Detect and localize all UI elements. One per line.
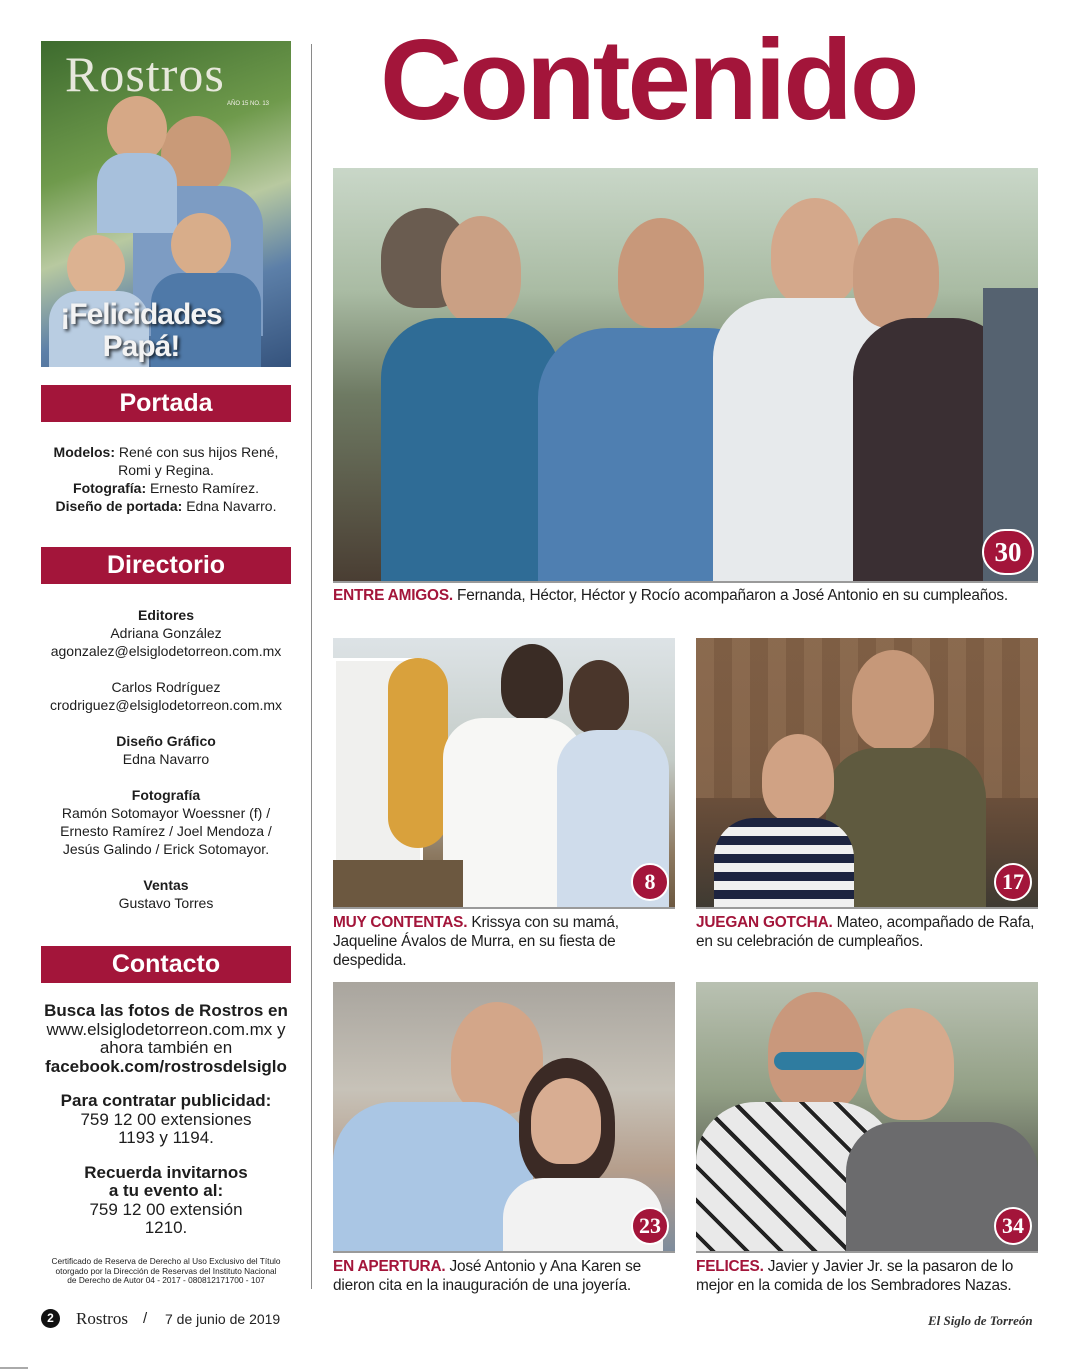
sales-name: Gustavo Torres (118, 895, 214, 911)
photographers-line: Jesús Galindo / Erick Sotomayor. (62, 841, 270, 857)
certificado-line: de Derecho de Autor 04 - 2017 - 080812171700 - 107 (67, 1275, 265, 1286)
contacto-heading: Contacto (41, 946, 291, 983)
story-photo[interactable] (696, 982, 1038, 1251)
photographers-line: Ramón Sotomayor Woessner (f) / (61, 805, 271, 821)
cover-headline-line: Papá! (102, 329, 180, 363)
caption-rule (333, 907, 675, 909)
certificado-line: otorgado por la Dirección de Reservas del Instituto Nacional (55, 1265, 277, 1276)
caption-text: Mateo, acompañado de Rafa, en su celebración de cumpleaños. (696, 914, 1035, 950)
photography-label: Fotografía (131, 787, 201, 803)
directorio-list (34, 606, 298, 930)
page-badge: 23 (631, 1207, 669, 1245)
footer-separator: / (143, 1310, 148, 1327)
cover-masthead: Rostros (65, 46, 225, 102)
ads-extensions: 1193 y 1194. (118, 1128, 214, 1147)
story-caption (333, 586, 1053, 605)
footer-newspaper: El Siglo de Torreón (928, 1313, 1033, 1328)
caption-lead: ENTRE AMIGOS. (333, 587, 453, 604)
editor-name: Adriana González (110, 625, 222, 641)
photos-line: Busca las fotos de Rostros en (44, 1001, 288, 1020)
column-divider (311, 44, 312, 1289)
portada-heading: Portada (41, 385, 291, 422)
cover-headline-line: ¡Felicidades (60, 298, 222, 331)
ads-phone: 759 12 00 extensiones (80, 1109, 252, 1129)
graphic-design-label: Diseño Gráfico (116, 733, 216, 749)
story-caption (333, 1257, 683, 1295)
story-photo[interactable] (333, 638, 675, 907)
models-value: René con sus hijos René, (118, 444, 279, 460)
page-badge: 8 (631, 863, 669, 901)
caption-text: Krissya con su mamá, Jaqueline Ávalos de Murra, en su fiesta de despedida. (333, 914, 619, 969)
story-photo[interactable] (333, 982, 675, 1251)
page-badge: 17 (994, 863, 1032, 901)
directorio-heading: Directorio (41, 547, 291, 584)
photographers-line: Ernesto Ramírez / Joel Mendoza / (60, 823, 272, 839)
page-badge: 30 (982, 529, 1034, 575)
story-caption (696, 1257, 1046, 1295)
invite-phone: 759 12 00 extensión (89, 1199, 243, 1219)
invite-label: a tu evento al: (108, 1181, 224, 1200)
ads-label: Para contratar publicidad: (60, 1091, 272, 1110)
story-caption (333, 913, 683, 970)
photo-value: Ernesto Ramírez. (150, 480, 259, 496)
story-photo[interactable] (333, 168, 1038, 581)
page-title: Contenido (380, 17, 917, 144)
caption-rule (333, 581, 1038, 583)
models-label: Modelos: (53, 444, 115, 460)
cover-image (41, 41, 291, 367)
contacto-info (34, 1002, 298, 1254)
footer-date: 7 de junio de 2019 (165, 1311, 281, 1327)
caption-lead: FELICES. (696, 1258, 764, 1275)
graphic-design-name: Edna Navarro (122, 751, 210, 767)
certificado-line: Certificado de Reserva de Derecho al Uso Exclusivo del Título (51, 1256, 281, 1266)
invite-extension: 1210. (144, 1218, 188, 1237)
caption-rule (333, 1251, 675, 1253)
editor-email: crodriguez@elsiglodetorreon.com.mx (49, 697, 283, 713)
page-badge: 34 (994, 1207, 1032, 1245)
portada-credits (34, 443, 298, 515)
story-photo[interactable] (696, 638, 1038, 907)
caption-lead: EN APERTURA. (333, 1258, 446, 1275)
footer-brand: Rostros (76, 1309, 128, 1328)
caption-rule (696, 907, 1038, 909)
editor-email: agonzalez@elsiglodetorreon.com.mx (50, 643, 282, 659)
bottom-rule (0, 1367, 28, 1369)
caption-text: José Antonio y Ana Karen se dieron cita en la inauguración de una joyería. (333, 1258, 641, 1294)
models-value-2: Romi y Regina. (118, 462, 214, 478)
caption-text: Javier y Javier Jr. se la pasaron de lo mejor en la comida de los Sembradores Nazas. (696, 1258, 1014, 1294)
caption-rule (696, 1251, 1038, 1253)
website-link[interactable]: www.elsiglodetorreon.com.mx y (46, 1019, 286, 1039)
sales-label: Ventas (143, 877, 189, 893)
invite-label: Recuerda invitarnos (84, 1162, 248, 1182)
cover-design-value: Edna Navarro. (186, 498, 277, 514)
page-number: 2 (41, 1309, 60, 1328)
editor-name: Carlos Rodríguez (111, 679, 221, 695)
caption-lead: JUEGAN GOTCHA. (696, 914, 833, 931)
photo-label: Fotografía: (73, 480, 147, 496)
cover-headline (41, 299, 241, 362)
certificado-text (40, 1257, 292, 1286)
cover-design-label: Diseño de portada: (55, 498, 183, 514)
facebook-link[interactable]: facebook.com/rostrosdelsiglo (45, 1056, 287, 1076)
caption-text: Fernanda, Héctor, Héctor y Rocío acompañaron a José Antonio en su cumpleaños. (457, 587, 1009, 604)
editors-label: Editores (137, 607, 194, 623)
photos-line: ahora también en (99, 1038, 233, 1057)
story-caption (696, 913, 1046, 951)
cover-issue: AÑO 15 NO. 13 (227, 101, 270, 107)
caption-lead: MUY CONTENTAS. (333, 914, 468, 931)
